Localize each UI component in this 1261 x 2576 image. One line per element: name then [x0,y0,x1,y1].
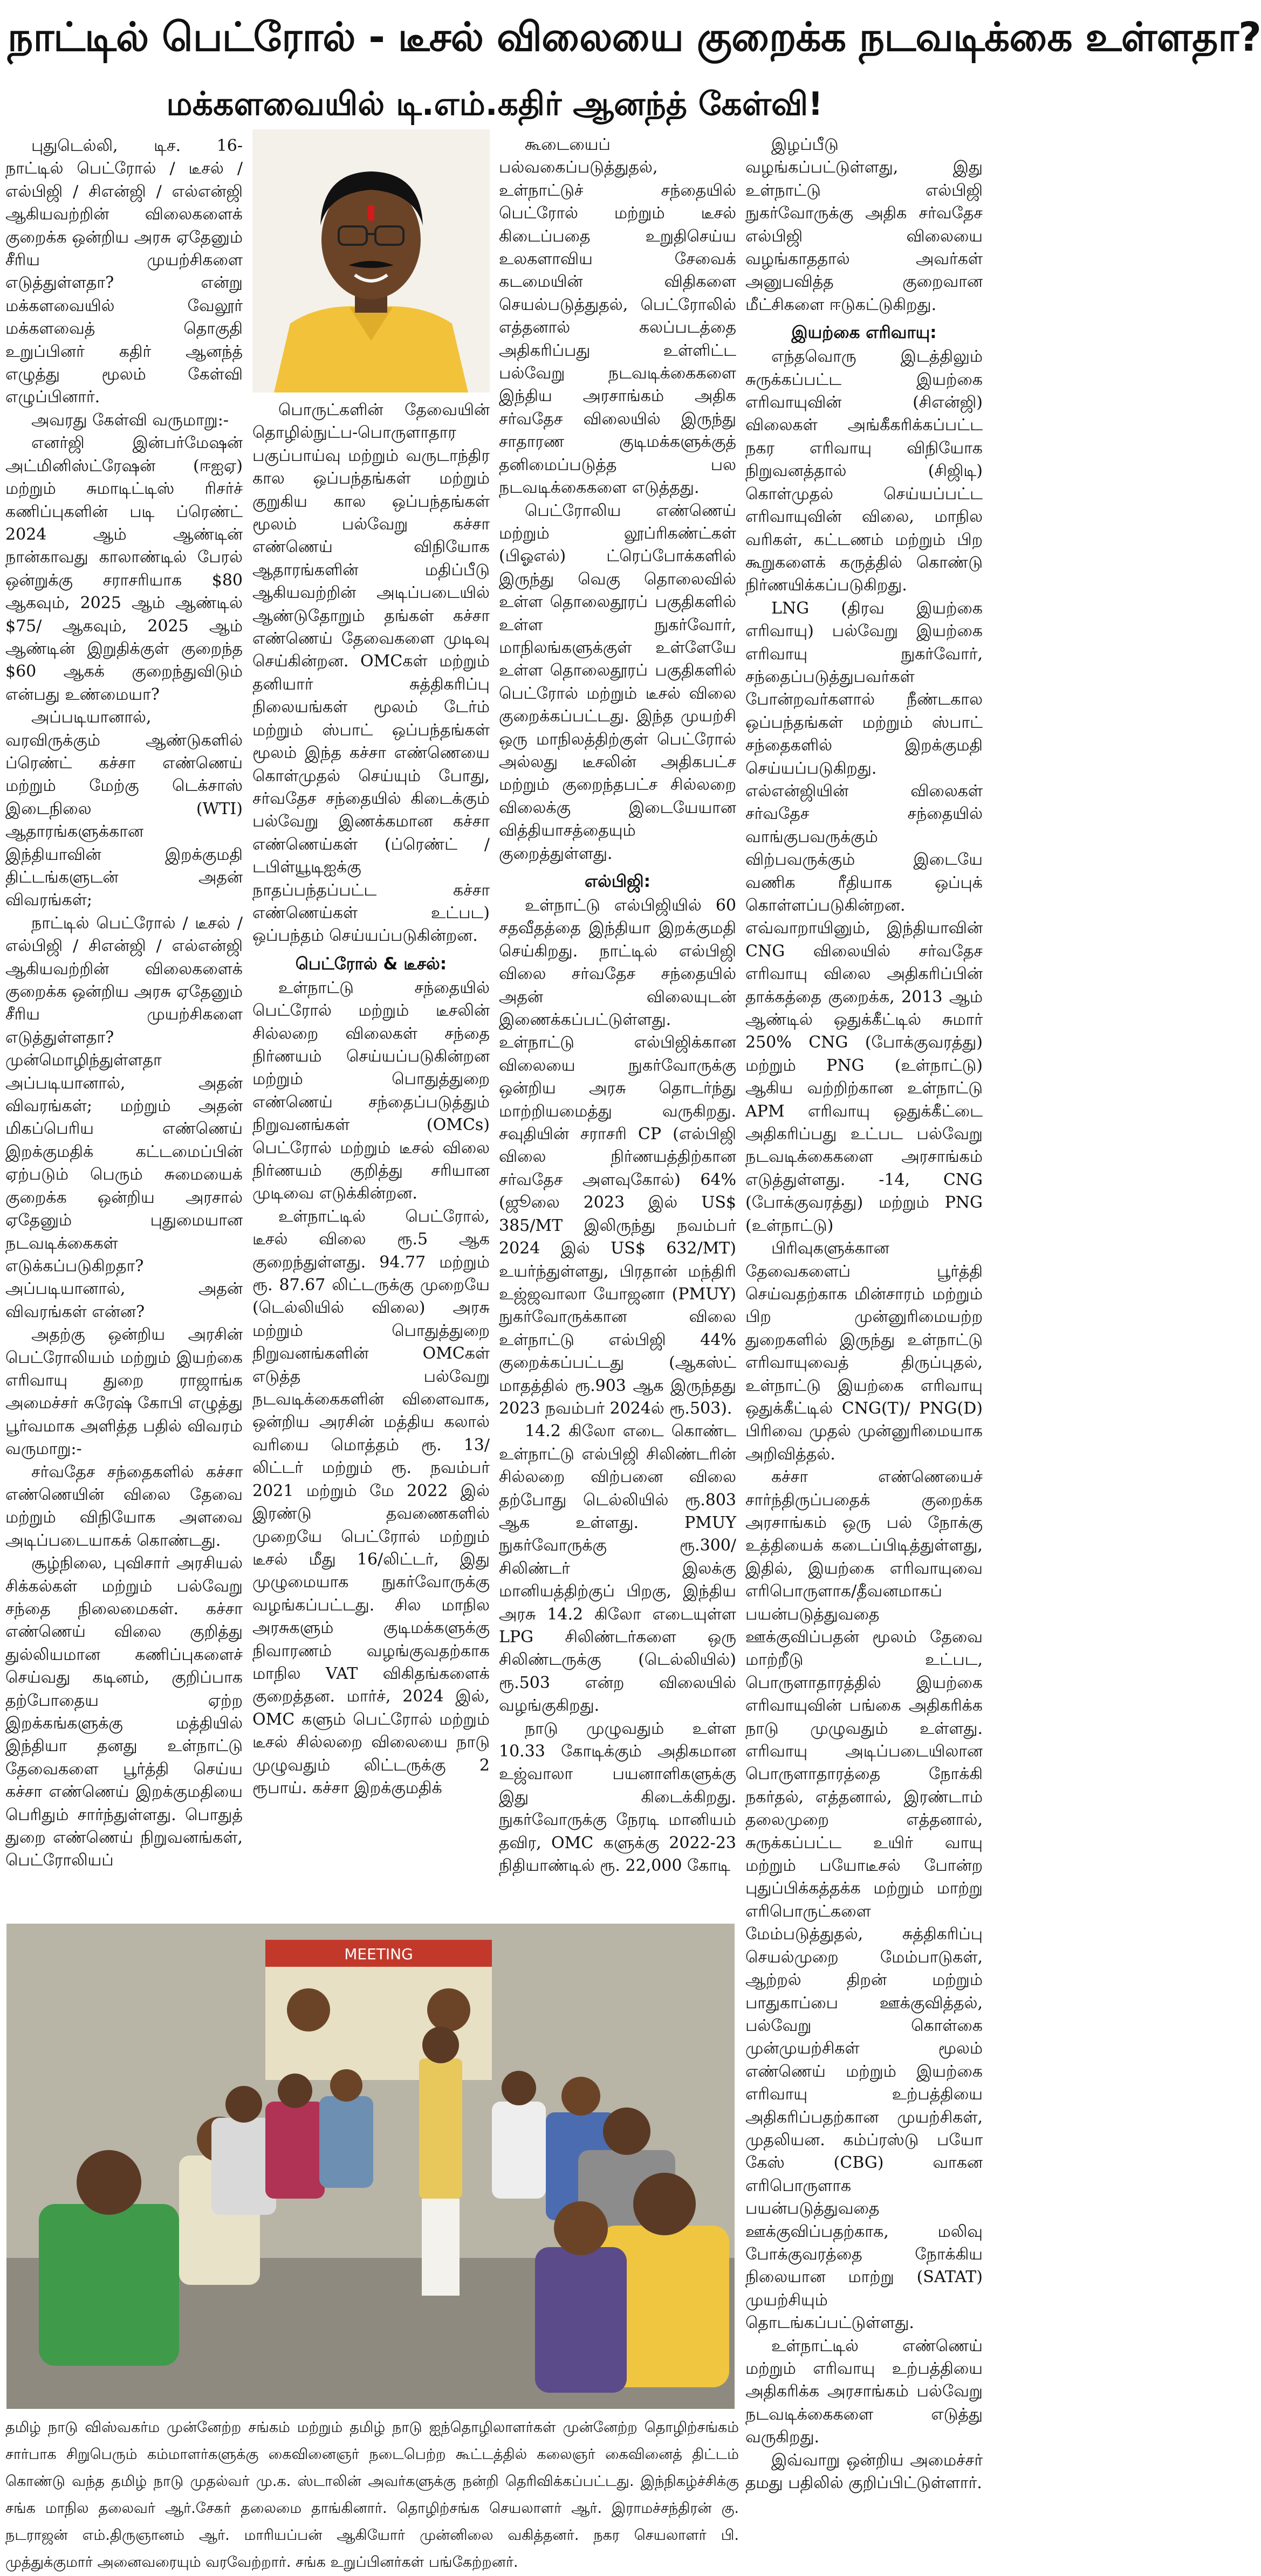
section-heading: பெட்ரோல் & டீசல்: [295,954,447,974]
article-paragraph: இவ்வாறு ஒன்றிய அமைச்சர் தமது பதிலில் குறிப்பிட்டுள்ளார். [745,2450,983,2493]
article-paragraph: சர்வதேச சந்தைகளில் கச்சா எண்ணெயின் விலை தேவை மற்றும் விநியோக அளவை அடிப்படையாகக் கொண்டது. [5,1462,243,1550]
article-paragraph: கச்சா எண்ணெயைச் சார்ந்திருப்பதைக் குறைக்க அரசாங்கம் ஒரு பல் நோக்கு உத்தியைக் கடைப்பிடித்துள்ளது, இதில், இயற்கை எரிவாயுவை எரிபொருளாக/தீவனமாகப் பயன்படுத்துவதை ஊக்குவிப்பதன் மூலம் தேவை மாற்றீடு உட்பட, பொருளாதாரத்தில் இயற்கை எரிவாயுவின் பங்கை அதிகரிக்க நாடு முழுவதும் உள்ளது. எரிவாயு அடிப்படையிலான பொருளாதாரத்தை நோக்கி நகர்தல், எத்தனால், இரண்டாம் தலைமுறை எத்தனால், சுருக்கப்பட்ட உயிர் வாயு மற்றும் பயோடீசல் போன்ற புதுப்பிக்கத்தக்க மற்றும் மாற்று எரிபொருட்களை மேம்படுத்துதல், சுத்திகரிப்பு செயல்முறை மேம்பாடுகள், ஆற்றல் திறன் மற்றும் பாதுகாப்பை ஊக்குவித்தல், பல்வேறு கொள்கை முன்முயற்சிகள் மூலம் எண்ணெய் மற்றும் இயற்கை எரிவாயு உற்பத்தியை அதிகரிப்பதற்கான முயற்சிகள், முதலியன. கம்ப்ரஸ்டு பயோ கேஸ் (CBG) வாகன எரிபொருளாக பயன்படுத்துவதை ஊக்குவிப்பதற்காக, மலிவு போக்குவரத்தை நோக்கிய நிலையான மாற்று (SATAT) முயற்சியும் தொடங்கப்பட்டுள்ளது. [745,1468,983,2333]
article-paragraph: உள்நாட்டில் எண்ணெய் மற்றும் எரிவாயு உற்பத்தியை அதிகரிக்க அரசாங்கம் பல்வேறு நடவடிக்கைகளை எடுத்து வருகிறது. [745,2336,983,2447]
article-column-4 [745,134,983,2495]
article-paragraph: பெட்ரோலிய எண்ணெய் மற்றும் லூப்ரிகண்ட்கள் (பிஓஎல்) ட்ரெப்போக்களில் இருந்து வெகு தொலைவில் உள்ள தொலைதூரப் பகுதிகளில் உள்ள நுகர்வோர், மாநிலங்களுக்குள் உள்ளேயே உள்ள தொலைதூரப் பகுதிகளில் பெட்ரோல் மற்றும் டீசல் விலை குறைக்கப்பட்டது. இந்த முயற்சி ஒரு மாநிலத்திற்குள் பெட்ரோல் அல்லது டீசலின் அதிகபட்ச மற்றும் குறைந்தபட்ச சில்லறை விலைக்கு இடையேயான வித்தியாசத்தையும் குறைத்துள்ளது. [499,501,736,863]
article-paragraph: புதுடெல்லி, டிச. 16- நாட்டில் பெட்ரோல் / டீசல் / எல்பிஜி / சிஎன்ஜி / எல்என்ஜி ஆகியவற்றின் விலைகளைக் குறைக்க ஒன்றிய அரசு ஏதேனும் சீரிய முயற்சிகளை எடுத்துள்ளதா? என்று மக்களவையில் வேலூர் மக்களவைத் தொகுதி உறுப்பினர் கதிர் ஆனந்த் எழுத்து மூலம் கேள்வி எழுப்பினார். [5,136,243,407]
headline: நாட்டில் பெட்ரோல் - டீசல் விலையை குறைக்க நடவடிக்கை உள்ளதா? [8,14,1261,60]
meeting-photo [6,1924,735,2409]
article-paragraph: நாடு முழுவதும் உள்ள 10.33 கோடிக்கும் அதிகமான உஜ்வாலா பயனாளிகளுக்கு இது கிடைக்கிறது. நுகர்வோருக்கு நேரடி மானியம் தவிர, OMC களுக்கு 2022-23 நிதியாண்டில் ரூ. 22,000 கோடி [499,1719,736,1876]
article-paragraph: அதற்கு ஒன்றிய அரசின் பெட்ரோலியம் மற்றும் இயற்கை எரிவாயு துறை ராஜாங்க அமைச்சர் சுரேஷ் கோபி எழுத்து பூர்வமாக அளித்த பதில் விவரம் வருமாறு:- [5,1325,243,1459]
article-paragraph: கூடையைப் பல்வகைப்படுத்துதல், உள்நாட்டுச் சந்தையில் பெட்ரோல் மற்றும் டீசல் கிடைப்பதை உறுதிசெய்ய உலகளாவிய சேவைக் கடமையின் விதிகளை செயல்படுத்துதல், பெட்ரோலில் எத்தனால் கலப்படத்தை அதிகரிப்பது உள்ளிட்ட பல்வேறு நடவடிக்கைகளை இந்திய அரசாங்கம் அதிக சர்வதேச விலையில் இருந்து சாதாரண குடிமக்களுக்குத் தனிமைப்படுத்த பல நடவடிக்கைகளை எடுத்தது. [499,135,736,498]
article-paragraph: எனர்ஜி இன்பர்மேஷன் அட்மினிஸ்ட்ரேஷன் (ஈஐஏ) மற்றும் சுமாடிட்டிஸ் ரிசர்ச் கணிப்புகளின் படி ப்ரெண்ட் 2024 ஆம் ஆண்டின் நான்காவது காலாண்டில் பேரல் ஒன்றுக்கு சராசரியாக $80 ஆகவும், 2025 ஆம் ஆண்டில் $75/ ஆகவும், 2025 ஆம் ஆண்டின் இறுதிக்குள் குறைந்த $60 ஆகக் குறைந்துவிடும் என்பது உண்மையா? [5,433,243,704]
article-paragraph: அப்படியானால், வரவிருக்கும் ஆண்டுகளில் ப்ரெண்ட் கச்சா எண்ணெய் மற்றும் மேற்கு டெக்சாஸ் இடைநிலை (WTI) ஆதாரங்களுக்கான இந்தியாவின் இறக்குமதி திட்டங்களுடன் அதன் விவரங்கள்; [5,708,243,910]
article-paragraph: எந்தவொரு இடத்திலும் சுருக்கப்பட்ட இயற்கை எரிவாயுவின் (சிஎன்ஜி) விலைகள் அங்கீகரிக்கப்பட்ட நகர எரிவாயு விநியோக நிறுவனத்தால் (சிஜிடி) கொள்முதல் செய்யப்பட்ட எரிவாயுவின் விலை, மாநில வரிகள், கட்டணம் மற்றும் பிற கூறுகளைக் கருத்தில் கொண்டு நிர்ணயிக்கப்படுகிறது. [745,347,983,595]
article-paragraph: உள்நாட்டில் பெட்ரோல், டீசல் விலை ரூ.5 ஆக குறைந்துள்ளது. 94.77 மற்றும் ரூ. 87.67 லிட்டருக்கு முறையே (டெல்லியில் விலை) அரசு மற்றும் பொதுத்துறை நிறுவனங்களின் OMCகள் எடுத்த பல்வேறு நடவடிக்கைகளின் விளைவாக, ஒன்றிய அரசின் மத்திய கலால் வரியை மொத்தம் ரூ. 13/ லிட்டர் மற்றும் ரூ. நவம்பர் 2021 மற்றும் மே 2022 இல் இரண்டு தவணைகளில் முறையே பெட்ரோல் மற்றும் டீசல் மீது 16/லிட்டர், இது முழுமையாக நுகர்வோருக்கு வழங்கப்பட்டது. சில மாநில அரசுகளும் குடிமக்களுக்கு நிவாரணம் வழங்குவதற்காக மாநில VAT விகிதங்களைக் குறைத்தன. மார்ச், 2024 இல், OMC களும் பெட்ரோல் மற்றும் டீசல் சில்லறை விலையை நாடு முழுவதும் லிட்டருக்கு 2 ரூபாய். கச்சா இறக்குமதிக் [252,1207,490,1797]
meeting-illustration [6,1924,735,2409]
article-paragraph: 14.2 கிலோ எடை கொண்ட உள்நாட்டு எல்பிஜி சிலிண்டரின் சில்லறை விற்பனை விலை தற்போது டெல்லியில் ரூ.803 ஆக உள்ளது. PMUY நுகர்வோருக்கு ரூ.300/ சிலிண்டர் இலக்கு மானியத்திற்குப் பிறகு, இந்திய அரசு 14.2 கிலோ எடையுள்ள LPG சிலிண்டர்களை ஒரு சிலிண்டருக்கு (டெல்லியில்) ரூ.503 என்ற விலையில் வழங்குகிறது. [499,1422,736,1716]
portrait-photo [252,129,490,392]
photo-caption: தமிழ் நாடு விஸ்வகர்ம முன்னேற்ற சங்கம் மற்றும் தமிழ் நாடு ஐந்தொழிலாளர்கள் முன்னேற்ற தொழிற்சங்கம் சார்பாக சிறுபெரும் கம்மாளர்களுக்கு கைவினைஞர் நடைபெற்ற கூட்டத்தில் கலைஞர் கைவினைத் திட்டம் கொண்டு வந்த தமிழ் நாடு முதல்வர் மு.க. ஸ்டாலின் அவர்களுக்கு நன்றி தெரிவிக்கப்பட்டது. இந்நிகழ்ச்சிக்கு சங்க மாநில தலைவர் ஆர்.சேகர் தலைமை தாங்கினார். தொழிற்சங்க செயலாளர் ஆர். இராமச்சந்திரன் கு. நடராஜன் எம்.திருஞானம் ஆர். மாரியப்பன் ஆகியோர் முன்னிலை வகித்தனர். நகர செயலாளர் பி. முத்துக்குமார் அனைவரையும் வரவேற்றார். சங்க உறுப்பினர்கள் பங்கேற்றனர். [5,2419,739,2571]
article-paragraph: இழப்பீடு வழங்கப்பட்டுள்ளது, இது உள்நாட்டு எல்பிஜி நுகர்வோருக்கு அதிக சர்வதேச எல்பிஜி விலையை வழங்காததால் அவர்கள் அனுபவித்த குறைவான மீட்சிகளை ஈடுகட்டுகிறது. [745,135,983,314]
portrait-illustration [252,129,490,392]
article-column-1 [5,135,243,1914]
article-paragraph: உள்நாட்டு எல்பிஜியில் 60 சதவீதத்தை இந்தியா இறக்குமதி செய்கிறது. நாட்டில் எல்பிஜி விலை சர்வதேச சந்தையில் அதன் விலையுடன் இணைக்கப்பட்டுள்ளது. உள்நாட்டு எல்பிஜிக்கான விலையை நுகர்வோருக்கு ஒன்றிய அரசு தொடர்ந்து மாற்றியமைத்து வருகிறது. சவுதியின் சராசரி CP (எல்பிஜி விலை நிர்ணயத்திற்கான சர்வதேச அளவுகோல்) 64% (ஜூலை 2023 இல் US$ 385/MT இலிருந்து நவம்பர் 2024 இல் US$ 632/MT) உயர்ந்துள்ளது, பிரதான் மந்திரி உஜ்ஜவாலா யோஜனா (PMUY) நுகர்வோருக்கான விலை உள்நாட்டு எல்பிஜி 44% குறைக்கப்பட்டது (ஆகஸ்ட் மாதத்தில் ரூ.903 ஆக இருந்தது 2023 நவம்பர் 2024ல் ரூ.503). [499,896,736,1418]
article-paragraph: சூழ்நிலை, புவிசார் அரசியல் சிக்கல்கள் மற்றும் பல்வேறு சந்தை நிலைமைகள். கச்சா எண்ணெய் விலை குறித்து துல்லியமான கணிப்புகளைச் செய்வது கடினம், குறிப்பாக தற்போதைய ஏற்ற இறக்கங்களுக்கு மத்தியில் இந்தியா தனது உள்நாட்டு தேவைகளை பூர்த்தி செய்ய கச்சா எண்ணெய் இறக்குமதியை பெரிதும் சார்ந்துள்ளது. பொதுத் துறை எண்ணெய் நிறுவனங்கள், பெட்ரோலியப் [5,1554,243,1870]
article-paragraph: LNG (திரவ இயற்கை எரிவாயு) பல்வேறு இயற்கை எரிவாயு நுகர்வோர், சந்தைப்படுத்துபவர்கள் போன்றவர்களால் நீண்டகால ஒப்பந்தங்கள் மற்றும் ஸ்பாட் சந்தைகளில் இறக்குமதி செய்யப்படுகிறது. எல்என்ஜியின் விலைகள் சர்வதேச சந்தையில் வாங்குபவருக்கும் விற்பவருக்கும் இடையே வணிக ரீதியாக ஒப்புக் கொள்ளப்படுகின்றன. எவ்வாறாயினும், இந்தியாவின் CNG விலையில் சர்வதேச எரிவாயு விலை அதிகரிப்பின் தாக்கத்தை குறைக்க, 2013 ஆம் ஆண்டில் ஒதுக்கீட்டில் சுமார் 250% CNG (போக்குவரத்து) மற்றும் PNG (உள்நாட்டு) ஆகிய வற்றிற்கான உள்நாட்டு APM எரிவாயு ஒதுக்கீட்டை அதிகரிப்பது உட்பட பல்வேறு நடவடிக்கைகளை அரசாங்கம் எடுத்துள்ளது. -14, CNG (போக்குவரத்து) மற்றும் PNG (உள்நாட்டு) [745,598,983,1235]
article-column-2 [252,399,490,1917]
article-paragraph: நாட்டில் பெட்ரோல் / டீசல் / எல்பிஜி / சிஎன்ஜி / எல்என்ஜி ஆகியவற்றின் விலைகளைக் குறைக்க ஒன்றிய அரசு ஏதேனும் சீரிய முயற்சிகளை எடுத்துள்ளதா? முன்மொழிந்துள்ளதா அப்படியானால், அதன் விவரங்கள்; மற்றும் அதன் மிகப்பெரிய எண்ணெய் இறக்குமதிக் கட்டமைப்பின் ஏற்படும் பெரும் சுமையைக் குறைக்க ஒன்றிய அரசால் ஏதேனும் புதுமையான நடவடிக்கைகள் எடுக்கப்படுகிறதா? அப்படியானால், அதன் விவரங்கள் என்ன? [5,913,243,1321]
article-paragraph: பிரிவுகளுக்கான தேவைகளைப் பூர்த்தி செய்வதற்காக மின்சாரம் மற்றும் பிற முன்னுரிமையற்ற துறைகளில் இருந்து உள்நாட்டு எரிவாயுவைத் திருப்புதல், உள்நாட்டு இயற்கை எரிவாயு ஒதுக்கீட்டில் CNG(T)/ PNG(D) பிரிவை முதல் முன்னுரிமையாக அறிவித்தல். [745,1239,983,1464]
section-heading: எல்பிஜி: [584,872,651,891]
section-heading: இயற்கை எரிவாயு: [791,323,937,343]
banner-text: MEETING [344,1945,413,1963]
article-column-3 [499,134,736,1918]
article-paragraph: பொருட்களின் தேவையின் தொழில்நுட்ப-பொருளாதார பகுப்பாய்வு மற்றும் வருடாந்திர கால ஒப்பந்தங்கள் மற்றும் குறுகிய கால ஒப்பந்தங்கள் மூலம் பல்வேறு கச்சா எண்ணெய் விநியோக ஆதாரங்களின் மதிப்பீடு ஆகியவற்றின் அடிப்படையில் ஆண்டுதோறும் தங்கள் கச்சா எண்ணெய் தேவைகளை முடிவு செய்கின்றன. OMCகள் மற்றும் தனியார் சுத்திகரிப்பு நிலையங்கள் மூலம் டேர்ம் மற்றும் ஸ்பாட் ஒப்பந்தங்கள் மூலம் இந்த கச்சா எண்ணெயை கொள்முதல் செய்யும் போது, சர்வதேச சந்தையில் கிடைக்கும் பல்வேறு இணக்கமான கச்சா எண்ணெய்கள் (ப்ரெண்ட் / டபிள்யூடிஐக்கு நாதப்பந்தப்பட்ட கச்சா எண்ணெய்கள் உட்பட) ஒப்பந்தம் செய்யப்படுகின்றன. [252,401,490,946]
subheadline: மக்களவையில் டி.எம்.கதிர் ஆனந்த் கேள்வி! [166,85,823,123]
article-paragraph: உள்நாட்டு சந்தையில் பெட்ரோல் மற்றும் டீசலின் சில்லறை விலைகள் சந்தை நிர்ணயம் செய்யப்படுகின்றன மற்றும் பொதுத்துறை எண்ணெய் சந்தைப்படுத்தும் நிறுவனங்கள் (OMCs) பெட்ரோல் மற்றும் டீசல் விலை நிர்ணயம் குறித்து சரியான முடிவை எடுக்கின்றன. [252,978,490,1203]
article-paragraph: அவரது கேள்வி வருமாறு:- [31,410,229,430]
